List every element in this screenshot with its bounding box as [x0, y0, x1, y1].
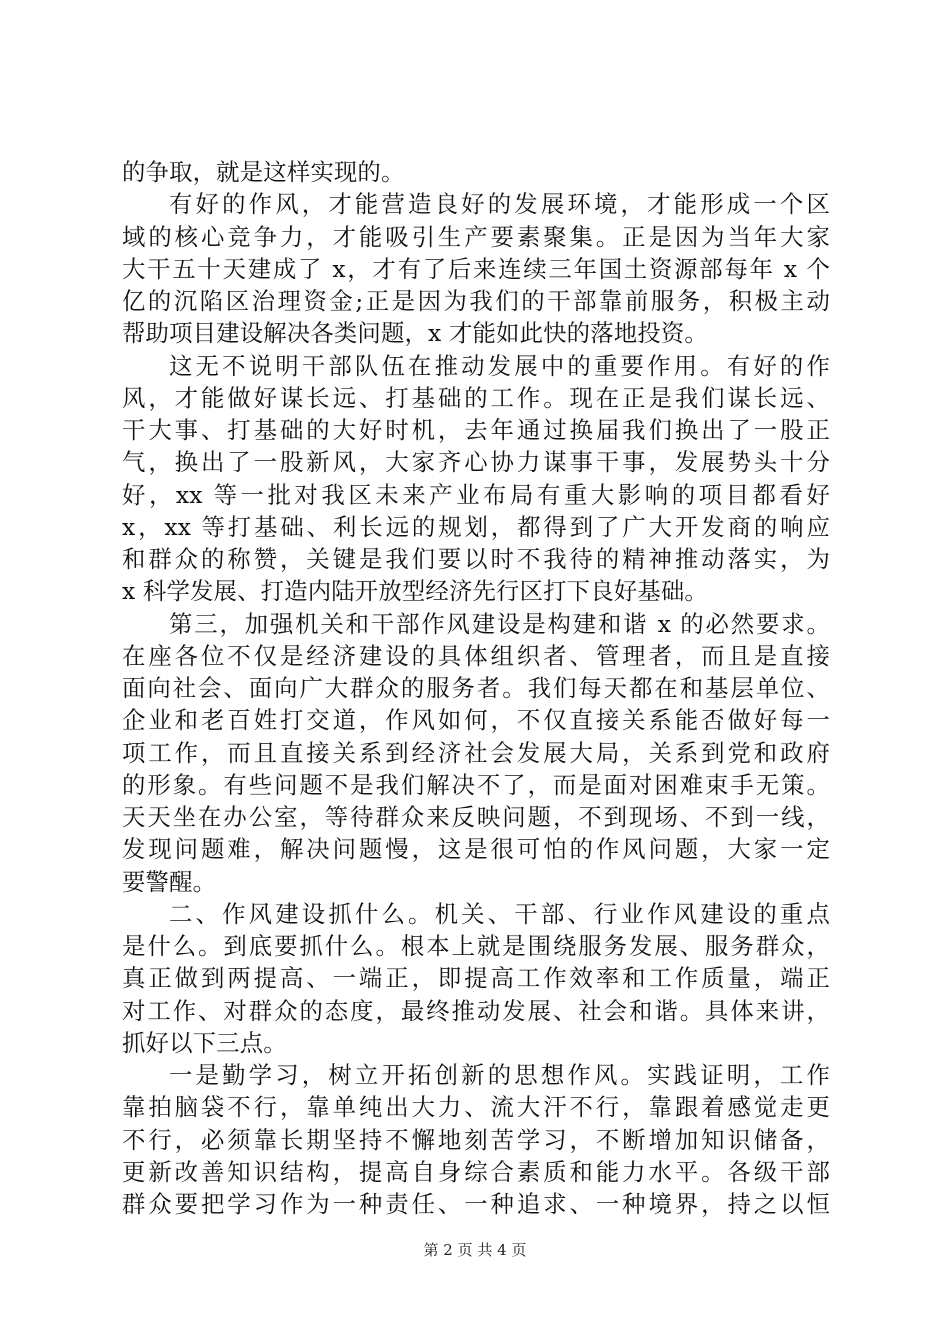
text-line: 风，才能做好谋长远、打基础的工作。现在正是我们谋长远、: [122, 383, 830, 412]
text-line: 企业和老百姓打交道，作风如何，不仅直接关系能否做好每一: [122, 706, 830, 735]
text-line: 在座各位不仅是经济建设的具体组织者、管理者，而且是直接: [122, 641, 830, 670]
text-line: 帮助项目建设解决各类问题，x 才能如此快的落地投资。: [122, 319, 708, 348]
text-line: 气，换出了一股新风，大家齐心协力谋事干事，发展势头十分: [122, 448, 830, 477]
paragraph-start-line: 这无不说明干部队伍在推动发展中的重要作用。有好的作: [169, 351, 830, 380]
page-number: 第 2 页 共 4 页: [423, 1241, 527, 1259]
text-line: 是什么。到底要抓什么。根本上就是围绕服务发展、服务群众，: [122, 932, 830, 960]
text-line: 的争取，就是这样实现的。: [122, 158, 405, 186]
text-line: 面向社会、面向广大群众的服务者。我们每天都在和基层单位、: [122, 674, 830, 702]
paragraph-start-line: 有好的作风，才能营造良好的发展环境，才能形成一个区: [169, 190, 830, 219]
text-line: 项工作，而且直接关系到经济社会发展大局，关系到党和政府: [122, 738, 830, 767]
text-line: 好，xx 等一批对我区未来产业布局有重大影响的项目都看好: [122, 480, 830, 509]
paragraph-start-line: 二、作风建设抓什么。机关、干部、行业作风建设的重点: [169, 899, 830, 928]
text-line: 要警醒。: [122, 867, 217, 896]
text-line: 的形象。有些问题不是我们解决不了，而是面对困难束手无策。: [122, 770, 830, 799]
text-line: 不行，必须靠长期坚持不懈地刻苦学习，不断增加知识储备，: [122, 1125, 830, 1154]
text-line: 对工作、对群众的态度，最终推动发展、社会和谐。具体来讲，: [122, 996, 830, 1025]
text-line: 域的核心竞争力，才能吸引生产要素聚集。正是因为当年大家: [122, 222, 830, 251]
text-line: 干大事、打基础的大好时机，去年通过换届我们换出了一股正: [122, 416, 830, 444]
text-line: 大干五十天建成了 x，才有了后来连续三年国土资源部每年 x 个: [122, 254, 830, 283]
paragraph-start-line: 一是勤学习，树立开拓创新的思想作风。实践证明，工作: [169, 1061, 830, 1089]
text-line: x 科学发展、打造内陆开放型经济先行区打下良好基础。: [122, 577, 708, 606]
text-line: 群众要把学习作为一种责任、一种追求、一种境界，持之以恒: [122, 1190, 830, 1218]
page-footer: [0, 1240, 950, 1260]
text-line: x，xx 等打基础、利长远的规划，都得到了广大开发商的响应: [122, 512, 830, 541]
text-line: 靠拍脑袋不行，靠单纯出大力、流大汗不行，靠跟着感觉走更: [122, 1093, 830, 1122]
paragraph-start-line: 第三，加强机关和干部作风建设是构建和谐 x 的必然要求。: [169, 609, 830, 638]
body-text: [122, 156, 830, 1220]
text-line: 和群众的称赞，关键是我们要以时不我待的精神推动落实，为: [122, 545, 830, 573]
text-line: 更新改善知识结构，提高自身综合素质和能力水平。各级干部: [122, 1157, 830, 1186]
text-line: 真正做到两提高、一端正，即提高工作效率和工作质量，端正: [122, 964, 830, 993]
text-line: 亿的沉陷区治理资金;正是因为我们的干部靠前服务，积极主动: [122, 287, 830, 315]
text-line: 抓好以下三点。: [122, 1028, 287, 1057]
text-line: 发现问题难，解决问题慢，这是很可怕的作风问题，大家一定: [122, 835, 830, 864]
text-line: 天天坐在办公室，等待群众来反映问题，不到现场、不到一线，: [122, 803, 830, 831]
